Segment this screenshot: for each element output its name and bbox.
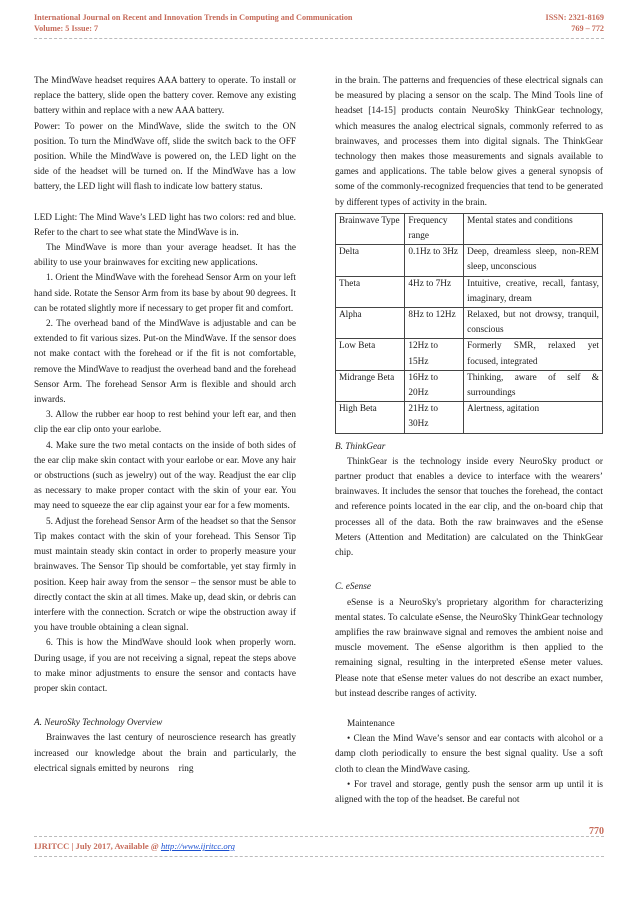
maintenance-item-2: • For travel and storage, gently push the sensor arm up until it is aligned with the top of the headset. Be careful not (335, 779, 603, 805)
table-header-cell: Frequency range (405, 213, 464, 244)
table-row (336, 339, 603, 370)
footer-text: IJRITCC | July 2017, Available @ (34, 841, 161, 851)
step-3: 3. Allow the rubber ear hoop to rest behind your left ear, and then clip the ear clip onto your earlobe. (34, 410, 296, 436)
table-cell: Alertness, agitation (464, 402, 603, 433)
journal-volume: Volume: 5 Issue: 7 (34, 24, 99, 33)
table-cell: 0.1Hz to 3Hz (405, 245, 464, 276)
section-b-paragraph: ThinkGear is the technology inside every NeuroSky product or partner product that enables a device to interface with the wearers’ brainwaves. It includes the sensor that touches the forehead, the contact and reference points located in the ear clip, and the on-board chip that processes all of the data. Both the raw brainwaves and the eSense Meters (Attention and Meditation) are calculated on the ThinkGear chip. (335, 456, 603, 559)
step-5: 5. Adjust the forehead Sensor Arm of the headset so that the Sensor Tip makes contact with the skin of your forehead. This Sensor Tip must maintain steady skin contact in order to properly measure your brainwaves. The Sensor Tip should be comfortable, yet stay firmly in position. Keep hair away from the sensor – the sensor must be able to directly contact the skin at all times. Make up, dead skin, or debris can interfere with the connection. Scratch or wipe the obstruction away if you have trouble obtaining a clean signal. (34, 516, 296, 634)
led-paragraph: LED Light: The Mind Wave’s LED light has two colors: red and blue. Refer to the chart to see what state the MindWave is in. (34, 212, 296, 238)
table-cell: High Beta (336, 402, 405, 433)
section-b-heading: B. ThinkGear (335, 441, 386, 452)
page-range: 769 – 772 (571, 24, 604, 33)
footer-rule-top (34, 836, 604, 837)
section-a-paragraph: Brainwaves the last century of neuroscience research has greatly increased our knowledge about the brain and particularly, the electrical signals emitted by neurons ring (34, 733, 296, 774)
step-2: 2. The overhead band of the MindWave is adjustable and can be extended to fit various sizes. Put-on the MindWave. If the sensor does not make contact with the forehead or if the fit is not comfortable, remove the MindWave to readjust the overhead band and the forehead Sensor Arm. The forehead Sensor Arm is flexible and should arch inwards. (34, 319, 296, 406)
section-c-paragraph: eSense is a NeuroSky's proprietary algorithm for characterizing mental states. To calculate eSense, the NeuroSky ThinkGear technology amplifies the raw brainwave signal and removes the ambient noise and muscle movement. The eSense algorithm is then applied to the remaining signal, resulting in the interpreted eSense meter values. Please note that eSense meter values do not describe an exact number, but instead describe ranges of activity. (335, 597, 603, 699)
issn-header (546, 12, 604, 34)
footer-rule-bottom (34, 856, 604, 857)
battery-paragraph: The MindWave headset requires AAA battery to operate. To install or replace the battery, slide open the battery cover. Remove any existing battery within and replace with a new AAA battery. (34, 76, 296, 117)
maintenance-heading: Maintenance (347, 718, 395, 729)
table-cell: Midrange Beta (336, 370, 405, 401)
table-cell: Relaxed, but not drowsy, tranquil, conscious (464, 308, 603, 339)
table-cell: Low Beta (336, 339, 405, 370)
table-cell: 4Hz to 7Hz (405, 276, 464, 307)
power-paragraph: Power: To power on the MindWave, slide the switch to the ON position. To turn the MindWave off, slide the switch back to the OFF position. While the MindWave is powered on, the LED light on the side of the headset will be turned on. If the MindWave has a low battery, the LED light will flash to indicate low battery status. (34, 121, 296, 193)
step-1: 1. Orient the MindWave with the forehead Sensor Arm on your left hand side. Rotate the Sensor Arm from its base by about 90 degrees. It can be rotated slightly more if necessary to get proper fit and comfort. (34, 273, 296, 314)
table-row (336, 245, 603, 276)
maintenance-item-1: • Clean the Mind Wave’s sensor and ear contacts with alcohol or a damp cloth periodically to ensure the best signal quality. Use a soft cloth to clean the MindWave casing. (335, 734, 603, 775)
table-cell: Theta (336, 276, 405, 307)
footer (34, 841, 235, 851)
table-cell: Alpha (336, 308, 405, 339)
table-cell: Formerly SMR, relaxed yet focused, integrated (464, 339, 603, 370)
brain-signals-paragraph: in the brain. The patterns and frequencies of these electrical signals can be measured by placing a sensor on the scalp. The Mind Tools line of headset [14-15] products contain NeuroSky ThinkGear technology, which measures the analog electrical signals, commonly referred to as brainwaves, and processes them into digital signals. The ThinkGear technology then makes those measurements and signals available to games and applications. The table below gives a general synopsis of some of the commonly-recognized frequencies that tend to be generated by different types of activity in the brain. (335, 76, 603, 208)
table-header-cell: Mental states and conditions (464, 213, 603, 244)
section-c-heading: C. eSense (335, 582, 371, 593)
table-cell: Thinking, aware of self & surroundings (464, 370, 603, 401)
step-6: 6. This is how the MindWave should look when properly worn. During usage, if you are not receiving a signal, repeat the steps above to make minor adjustments to ensure the sensor and contacts have proper skin contact. (34, 638, 296, 694)
table-header-row (336, 213, 603, 244)
journal-link[interactable]: http://www.ijritcc.org (160, 841, 235, 851)
intro-paragraph: The MindWave is more than your average headset. It has the ability to use your brainwaves for exciting new applications. (34, 243, 296, 269)
table-cell: 21Hz to 30Hz (405, 402, 464, 433)
left-column (34, 74, 296, 777)
table-cell: Intuitive, creative, recall, fantasy, imaginary, dream (464, 276, 603, 307)
right-column (335, 74, 603, 808)
brainwave-table (335, 213, 603, 434)
table-cell: Deep, dreamless sleep, non-REM sleep, unconscious (464, 245, 603, 276)
table-cell: Delta (336, 245, 405, 276)
step-4: 4. Make sure the two metal contacts on the inside of both sides of the ear clip make skin contact with your earlobe or ear. Move any hair or obstructions (such as jewelry) out of the way. Readjust the ear clip as necessary to make proper contact with the skin of your ear. You may need to squeeze the ear clip against your ear for a few moments. (34, 440, 296, 512)
table-row (336, 276, 603, 307)
section-a-heading: A. NeuroSky Technology Overview (34, 718, 163, 729)
header-rule (34, 38, 604, 39)
journal-title: International Journal on Recent and Innovation Trends in Computing and Communication (34, 13, 353, 22)
table-row (336, 402, 603, 433)
table-row (336, 308, 603, 339)
issn: ISSN: 2321-8169 (545, 13, 604, 22)
table-cell: 16Hz to 20Hz (405, 370, 464, 401)
journal-header (34, 12, 352, 34)
table-row (336, 370, 603, 401)
table-cell: 12Hz to 15Hz (405, 339, 464, 370)
table-header-cell: Brainwave Type (336, 213, 405, 244)
table-cell: 8Hz to 12Hz (405, 308, 464, 339)
page-number: 770 (589, 826, 604, 837)
